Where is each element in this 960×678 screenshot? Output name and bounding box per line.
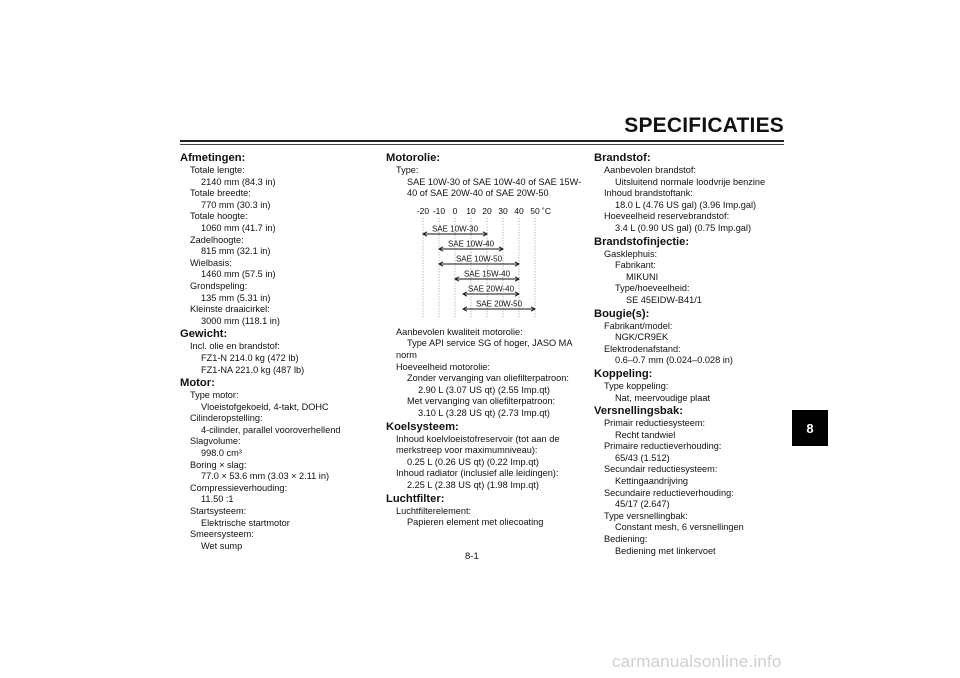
header-rule-thin — [180, 144, 784, 145]
spec-line: Fabrikant/model: — [604, 320, 673, 331]
spec-line: 4-cilinder, parallel vooroverhellend — [201, 424, 341, 435]
spec-line: FZ1-NA 221.0 kg (487 lb) — [201, 364, 305, 375]
spec-line: Nat, meervoudige plaat — [615, 392, 710, 403]
grade-label: SAE 10W-40 — [447, 239, 495, 249]
spec-line: Uitsluitend normale loodvrije benzine — [615, 176, 766, 187]
spec-line: Type motor: — [190, 390, 239, 401]
section-heading: Gewicht: — [180, 328, 228, 341]
spec-line: 40 of SAE 20W-40 of SAE 20W-50 — [407, 188, 549, 199]
spec-line: Secundaire reductieverhouding: — [604, 487, 734, 498]
spec-column-2 — [386, 151, 586, 529]
spec-line: Inhoud radiator (inclusief alle leidingen): — [396, 468, 559, 479]
spec-line: Bediening met linkervoet — [615, 545, 716, 556]
spec-line: Hoeveelheid reservebrandstof: — [604, 211, 730, 222]
watermark: carmanualsonline.info — [612, 652, 782, 671]
spec-line: Slagvolume: — [190, 436, 241, 447]
spec-line: Totale breedte: — [190, 188, 251, 199]
temp-tick-label: -10 — [432, 205, 446, 216]
spec-line: MIKUNI — [626, 271, 659, 282]
spec-line: 998.0 cm³ — [201, 448, 242, 459]
spec-line: Luchtfilterelement: — [396, 505, 472, 516]
spec-line: 135 mm (5.31 in) — [201, 292, 271, 303]
section-heading: Koppeling: — [594, 367, 653, 380]
spec-line: Totale lengte: — [190, 165, 245, 175]
spec-line: merkstreep voor maximumniveau): — [396, 445, 538, 456]
spec-line: Recht tandwiel — [615, 429, 676, 440]
grade-label: SAE 15W-40 — [463, 269, 511, 279]
grade-label: SAE 20W-50 — [475, 299, 523, 309]
spec-line: Vloeistofgekoeld, 4-takt, DOHC — [201, 401, 329, 412]
spec-line: Kleinste draaicirkel: — [190, 304, 270, 315]
section-heading: Brandstofinjectie: — [594, 235, 690, 248]
engine-oil-section — [386, 152, 586, 200]
spec-line: 3.10 L (3.28 US qt) (2.73 Imp.qt) — [418, 407, 550, 418]
temp-tick-label: 0 — [452, 205, 458, 216]
spec-line: 1060 mm (41.7 in) — [201, 222, 276, 233]
section-heading: Afmetingen: — [180, 152, 246, 164]
spec-line: Type/hoeveelheid: — [615, 283, 690, 294]
spec-line: SE 45EIDW-B41/1 — [626, 294, 702, 305]
spec-line: Aanbevolen brandstof: — [604, 165, 696, 175]
spec-line: 18.0 L (4.76 US gal) (3.96 Imp.gal) — [615, 199, 757, 210]
spec-line: 77.0 × 53.6 mm (3.03 × 2.11 in) — [201, 471, 330, 482]
grade-label: SAE 10W-50 — [455, 254, 503, 264]
spec-line: Inhoud brandstoftank: — [604, 188, 693, 199]
spec-line: Bediening: — [604, 534, 648, 545]
spec-line: Type versnellingbak: — [604, 510, 688, 521]
section-heading: Koelsysteem: — [386, 420, 459, 433]
spec-line: Type koppeling: — [604, 380, 669, 391]
spec-line: Primair reductiesysteem: — [604, 418, 706, 429]
spec-line: norm — [396, 349, 417, 360]
header-rule — [180, 140, 784, 142]
spec-line: NGK/CR9EK — [615, 332, 669, 343]
spec-line: Papieren element met oliecoating — [407, 517, 544, 528]
temp-tick-label: 10 — [466, 205, 476, 216]
spec-line: 0.6–0.7 mm (0.024–0.028 in) — [615, 355, 733, 366]
oil-viscosity-chart — [386, 204, 586, 322]
section-heading: Motorolie: — [386, 152, 441, 164]
spec-line: Fabrikant: — [615, 260, 656, 271]
spec-line: Zonder vervanging van oliefilterpatroon: — [407, 373, 569, 384]
section-heading: Luchtfilter: — [386, 492, 445, 505]
chapter-tab[interactable]: 8 — [792, 410, 828, 446]
spec-line: Hoeveelheid motorolie: — [396, 361, 490, 372]
spec-line: Incl. olie en brandstof: — [190, 341, 280, 352]
spec-line: Primaire reductieverhouding: — [604, 441, 722, 452]
spec-line: Compressieverhouding: — [190, 482, 288, 493]
spec-line: Boring × slag: — [190, 459, 247, 470]
oil-details-section — [386, 327, 586, 529]
spec-line: Secundair reductiesysteem: — [604, 464, 718, 475]
spec-line: Totale hoogte: — [190, 211, 248, 222]
section-heading: Versnellingsbak: — [594, 405, 683, 418]
spec-line: Type API service SG of hoger, JASO MA — [407, 338, 573, 349]
spec-line: Elektrische startmotor — [201, 517, 290, 528]
spec-column-3 — [594, 151, 794, 557]
spec-line: 770 mm (30.3 in) — [201, 199, 271, 210]
spec-line: 45/17 (2.647) — [615, 499, 670, 510]
spec-column-1 — [180, 151, 370, 552]
spec-line: Cilinderopstelling: — [190, 413, 263, 424]
spec-line: Wet sump — [201, 540, 243, 551]
spec-line: 0.25 L (0.26 US qt) (0.22 Imp.qt) — [407, 456, 539, 467]
temp-tick-label: 40 — [514, 205, 524, 216]
spec-line: 1460 mm (57.5 in) — [201, 269, 276, 280]
grade-label: SAE 10W-30 — [431, 224, 479, 234]
spec-line: Kettingaandrijving — [615, 476, 689, 487]
temp-tick-label: 30 — [498, 205, 508, 216]
spec-line: 2.90 L (3.07 US qt) (2.55 Imp.qt) — [418, 384, 550, 395]
spec-line: 2140 mm (84.3 in) — [201, 176, 276, 187]
page-number: 8-1 — [465, 551, 479, 562]
spec-line: Constant mesh, 6 versnellingen — [615, 522, 744, 533]
temp-tick-label: 50 — [530, 205, 540, 216]
spec-line: Type: — [396, 165, 419, 175]
spec-line: 815 mm (32.1 in) — [201, 246, 271, 257]
temp-tick-label: -20 — [416, 205, 430, 216]
spec-line: 2.25 L (2.38 US qt) (1.98 Imp.qt) — [407, 479, 539, 490]
spec-line: Wielbasis: — [190, 257, 232, 268]
spec-line: 11.50 :1 — [201, 494, 234, 505]
spec-line: SAE 10W-30 of SAE 10W-40 of SAE 15W- — [407, 176, 582, 187]
temp-unit-label: ˚C — [542, 205, 551, 216]
spec-line: 3.4 L (0.90 US gal) (0.75 Imp.gal) — [615, 222, 752, 233]
spec-line: 3000 mm (118.1 in) — [201, 315, 280, 326]
spec-line: Gasklephuis: — [604, 248, 658, 259]
spec-line: Zadelhoogte: — [190, 234, 244, 245]
temp-tick-label: 20 — [482, 205, 492, 216]
section-heading: Brandstof: — [594, 152, 651, 164]
spec-line: 65/43 (1.512) — [615, 452, 670, 463]
spec-line: FZ1-N 214.0 kg (472 lb) — [201, 352, 299, 363]
spec-line: Aanbevolen kwaliteit motorolie: — [396, 326, 523, 337]
grade-label: SAE 20W-40 — [467, 284, 515, 294]
page-title: SPECIFICATIES — [624, 114, 784, 137]
spec-line: Smeersysteem: — [190, 529, 254, 540]
spec-line: Met vervanging van oliefilterpatroon: — [407, 396, 556, 407]
spec-line: Startsysteem: — [190, 506, 247, 517]
spec-line: Grondspeling: — [190, 280, 248, 291]
spec-line: Elektrodenafstand: — [604, 343, 681, 354]
spec-line: Inhoud koelvloeistofreservoir (tot aan de — [396, 433, 560, 444]
section-heading: Bougie(s): — [594, 307, 650, 320]
section-heading: Motor: — [180, 377, 215, 390]
